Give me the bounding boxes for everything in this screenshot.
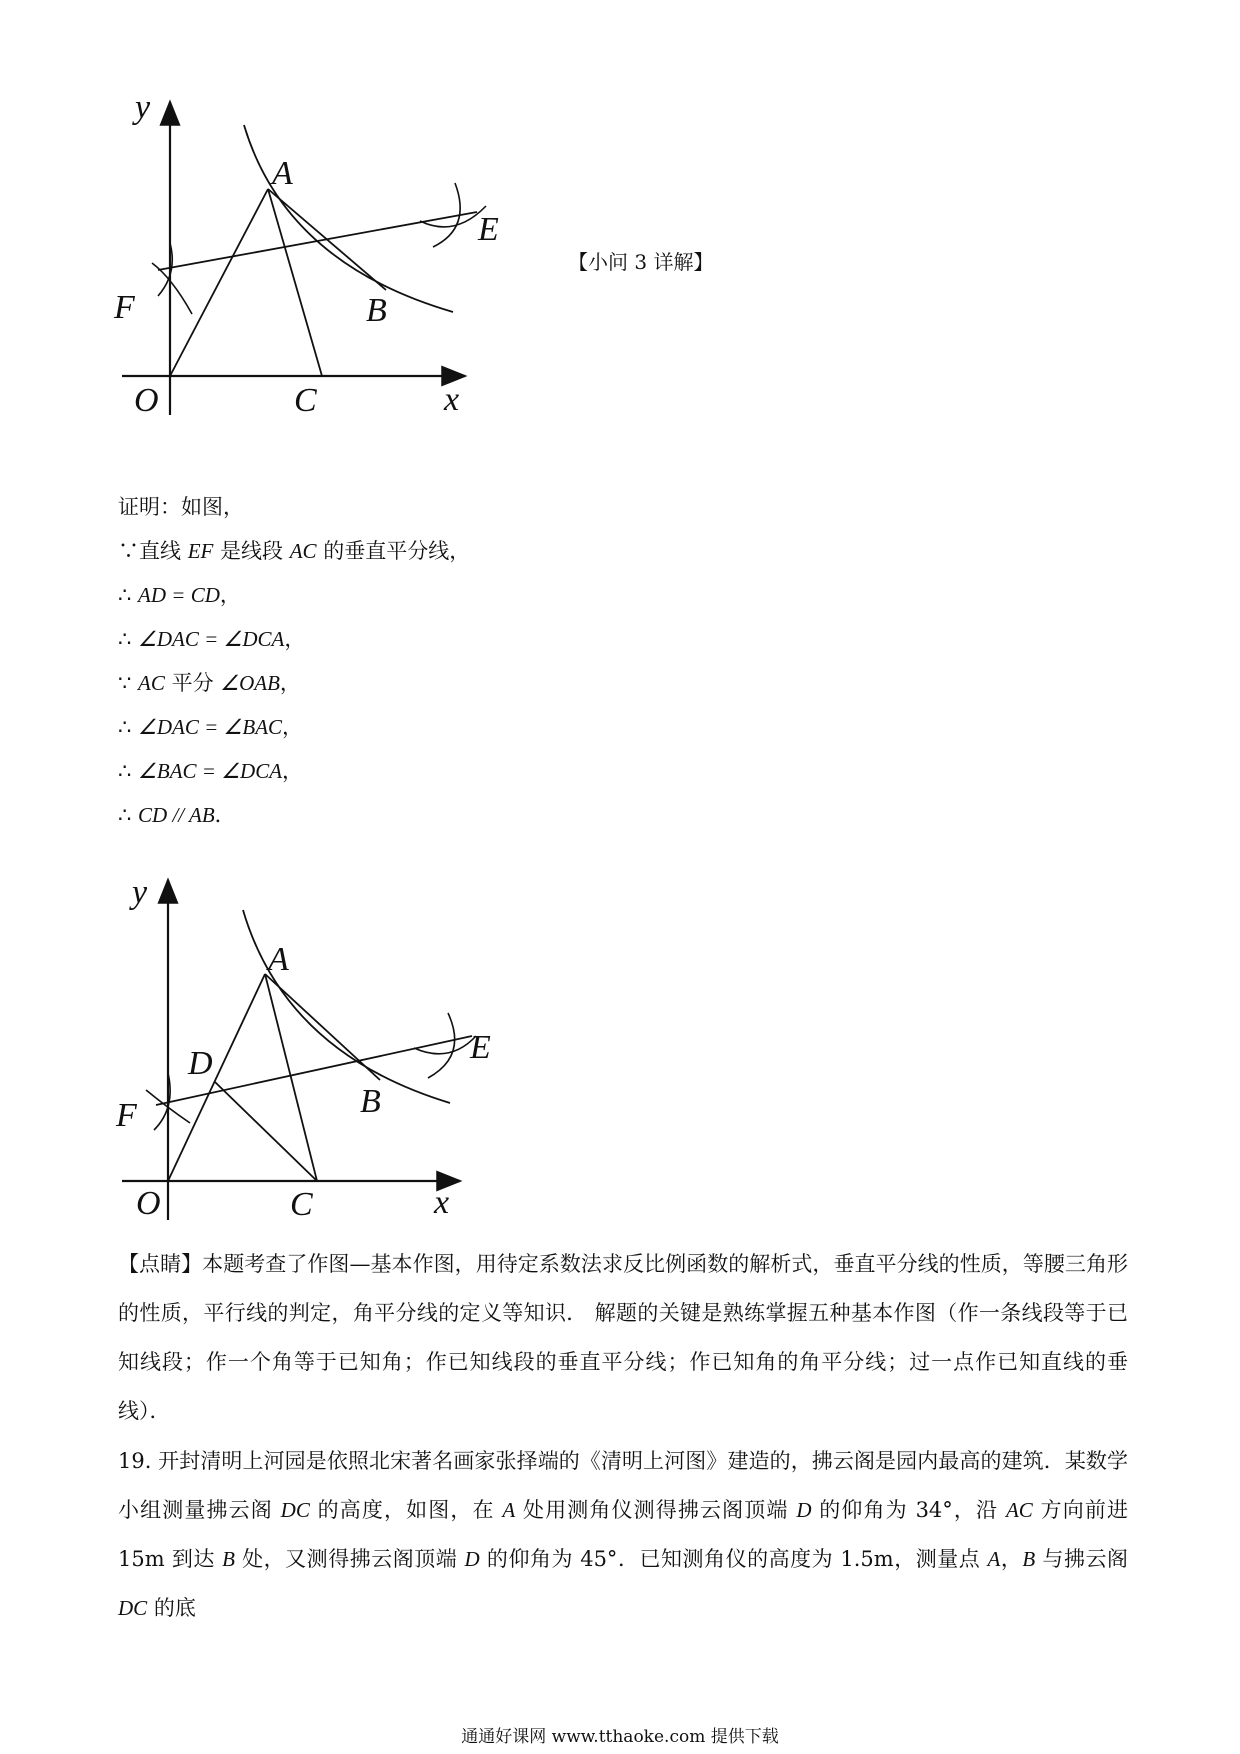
subquestion-header: 【小问 3 详解】 xyxy=(568,250,714,274)
proof-line-4: ∴ ∠DAC = ∠DCA， xyxy=(118,627,306,651)
proof-line-8: ∴ CD // AB． xyxy=(118,803,236,827)
label-d: D xyxy=(188,1045,213,1082)
label-y: y xyxy=(132,874,148,911)
segment-oa xyxy=(168,974,265,1181)
key-point-paragraph: 【点睛】本题考查了作图—基本作图，用待定系数法求反比例函数的解析式，垂直平分线的性质，等腰三角形的性质，平行线的判定，角平分线的定义等知识． 解题的关键是熟练掌握五种基本作图（作一条线段等于已知线段；作一个角等于已知角；作已知线段的垂直平分线；作已知角的角平分线；过一点作已知直线的垂线）． xyxy=(118,1252,1128,1423)
label-f: F xyxy=(116,1097,137,1134)
question-19: 19. 开封清明上河园是依照北宋著名画家张择端的《清明上河图》建造的，拂云阁是园内最高的建筑．某数学小组测量拂云阁 DC 的高度，如图，在 A 处用测角仪测得拂云阁顶端 D 的仰角为 34°，沿 AC 方向前进 15m 到达 B 处，又测得拂云阁顶端 D 的仰角为 45°．已知测角仪的高度为 1.5m，测量点 A，B 与拂云阁 DC 的底 xyxy=(118,1449,1128,1620)
label-o: O xyxy=(134,382,159,419)
label-e: E xyxy=(470,1029,491,1066)
label-a: A xyxy=(268,941,289,978)
label-b: B xyxy=(366,292,387,329)
label-x: x xyxy=(434,1184,450,1221)
arc-mark-e2 xyxy=(414,1036,476,1054)
proof-line-5: ∵ AC 平分 ∠OAB， xyxy=(118,671,301,695)
arc-mark-f2 xyxy=(152,263,192,314)
segment-ab xyxy=(265,974,380,1080)
line-ef xyxy=(158,212,477,270)
label-c: C xyxy=(290,1186,313,1223)
proof-line-3: ∴ AD = CD， xyxy=(118,583,241,607)
footer: 通通好课网 www.tthaoke.com 提供下载 xyxy=(461,1727,779,1747)
hyperbola-curve xyxy=(244,125,453,312)
label-b: B xyxy=(360,1083,381,1120)
proof-line-1: 证明：如图， xyxy=(118,495,244,519)
segment-ac xyxy=(268,189,322,376)
label-e: E xyxy=(478,211,499,248)
figure-2 xyxy=(110,868,530,1228)
figure-1 xyxy=(110,88,530,473)
segment-oa xyxy=(170,189,268,376)
proof-line-7: ∴ ∠BAC = ∠DCA， xyxy=(118,759,304,783)
label-a: A xyxy=(272,155,293,192)
segment-ac xyxy=(265,974,317,1181)
label-f: F xyxy=(114,289,135,326)
label-o: O xyxy=(136,1185,161,1222)
label-x: x xyxy=(444,381,460,418)
proof-line-6: ∴ ∠DAC = ∠BAC， xyxy=(118,715,304,739)
proof-line-2: ∵直线 EF 是线段 AC 的垂直平分线， xyxy=(118,539,471,563)
segment-cd xyxy=(215,1082,317,1181)
label-y: y xyxy=(135,89,151,126)
label-c: C xyxy=(294,382,317,419)
